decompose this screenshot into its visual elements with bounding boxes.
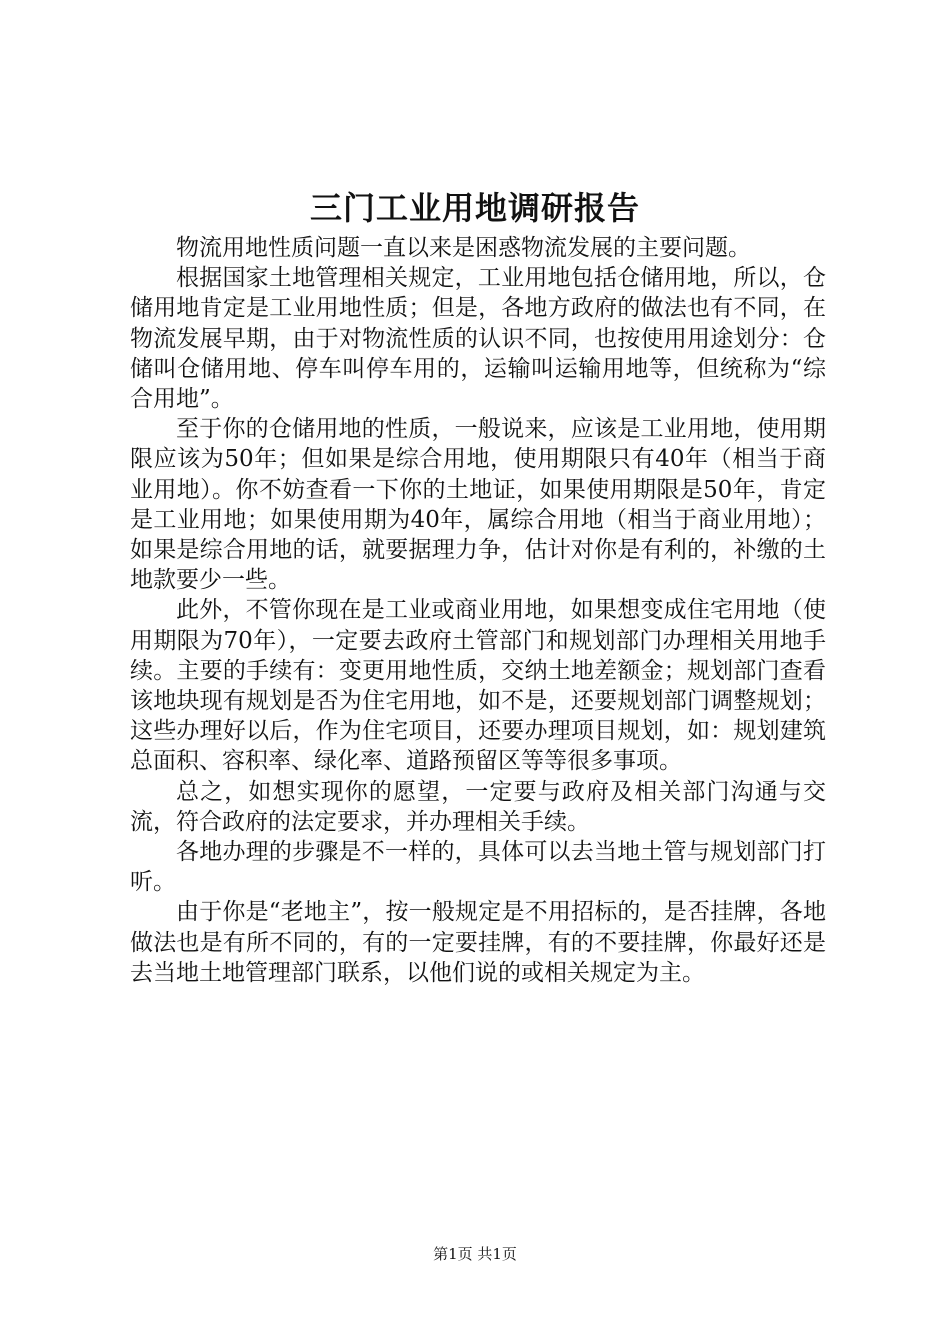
page-number-label: 第1页 共1页 <box>433 1245 517 1263</box>
paragraph: 至于你的仓储用地的性质，一般说来，应该是工业用地，使用期限应该为50年；但如果是综合用地，使用期限只有40年（相当于商业用地）。你不妨查看一下你的土地证，如果使用期限是50年，肯定是工业用地；如果使用期为40年，属综合用地（相当于商业用地）；如果是综合用地的话，就要据理力争，估计对你是有利的，补缴的土地款要少一些。 <box>130 416 826 594</box>
paragraph: 根据国家土地管理相关规定，工业用地包括仓储用地，所以，仓储用地肯定是工业用地性质；但是，各地方政府的做法也有不同，在物流发展早期，由于对物流性质的认识不同，也按使用用途划分：仓储叫仓储用地、停车叫停车用的，运输叫运输用地等，但统称为“综合用地”。 <box>130 265 826 413</box>
page-footer <box>0 1244 950 1264</box>
paragraph: 各地办理的步骤是不一样的，具体可以去当地土管与规划部门打听。 <box>130 839 826 896</box>
paragraph: 由于你是“老地主”，按一般规定是不用招标的，是否挂牌，各地做法也是有所不同的，有的一定要挂牌，有的不要挂牌，你最好还是去当地土地管理部门联系，以他们说的或相关规定为主。 <box>130 899 826 986</box>
document-title: 三门工业用地调研报告 <box>309 189 640 227</box>
paragraph: 总之，如想实现你的愿望，一定要与政府及相关部门沟通与交流，符合政府的法定要求，并办理相关手续。 <box>130 778 826 835</box>
paragraph: 此外，不管你现在是工业或商业用地，如果想变成住宅用地（使用期限为70年），一定要去政府土管部门和规划部门办理相关用地手续。主要的手续有：变更用地性质，交纳土地差额金；规划部门查看该地块现有规划是否为住宅用地，如不是，还要规划部门调整规划；这些办理好以后，作为住宅项目，还要办理项目规划，如：规划建筑总面积、容积率、绿化率、道路预留区等等很多事项。 <box>130 597 826 775</box>
paragraph: 物流用地性质问题一直以来是困惑物流发展的主要问题。 <box>176 235 751 261</box>
document-body <box>130 233 826 988</box>
